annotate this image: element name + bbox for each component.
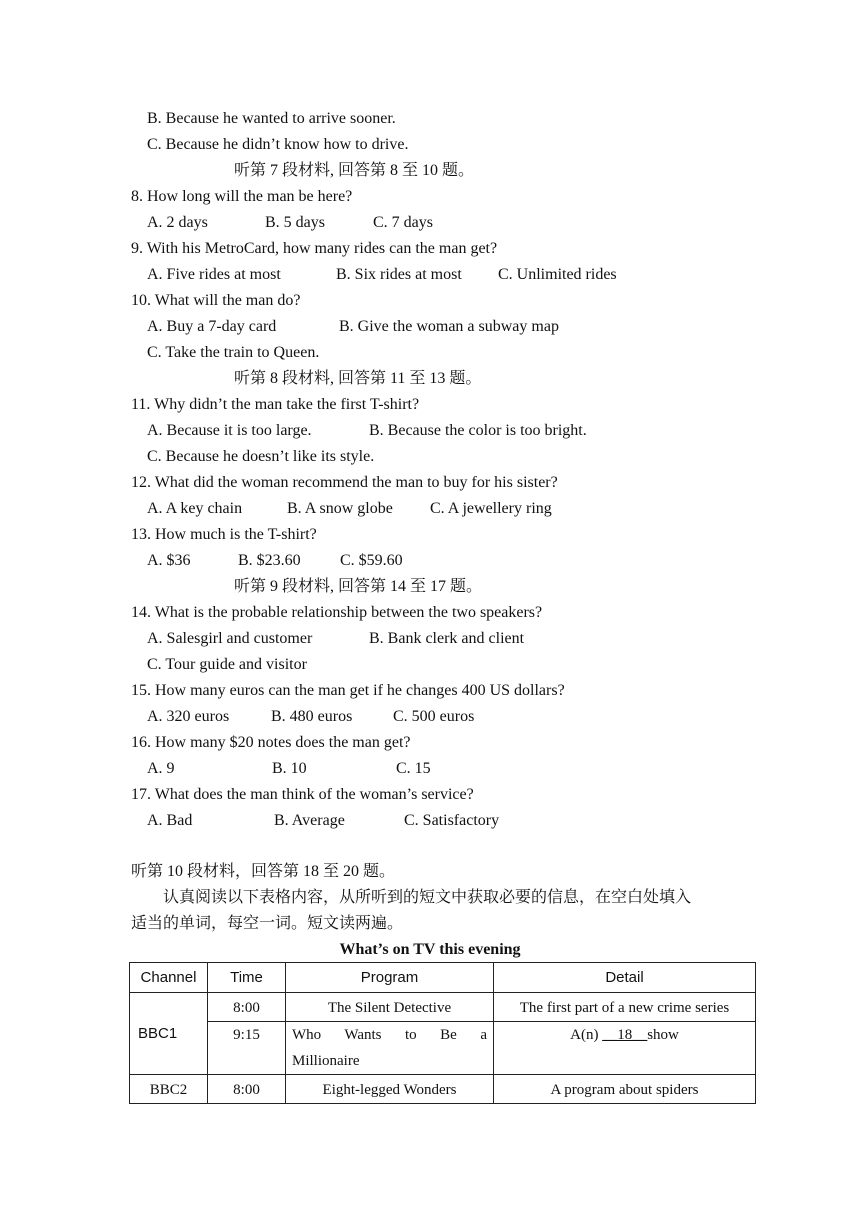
- question-8: 8. How long will the man be here?: [131, 188, 353, 205]
- header-detail: Detail: [494, 963, 756, 993]
- option-17b: B. Average: [274, 812, 345, 829]
- question-17: 17. What does the man think of the woman’s service?: [131, 786, 474, 803]
- option-15a: A. 320 euros: [147, 708, 230, 725]
- table-header-row: [130, 963, 756, 993]
- option-9b: B. Six rides at most: [336, 266, 462, 283]
- option-10b: B. Give the woman a subway map: [339, 318, 559, 335]
- detail-prefix: A(n): [570, 1027, 603, 1043]
- table-row: [130, 993, 756, 1022]
- channel-cell-bbc2: BBC2: [130, 1075, 208, 1104]
- option-9a: A. Five rides at most: [147, 266, 281, 283]
- program-line-2: Millionaire: [292, 1053, 360, 1069]
- question-13: 13. How much is the T-shirt?: [131, 526, 317, 543]
- time-cell: 8:00: [208, 993, 286, 1022]
- option-15b: B. 480 euros: [271, 708, 353, 725]
- table-title: What’s on TV this evening: [339, 941, 521, 958]
- detail-cell: [494, 1022, 756, 1075]
- section-heading-9: 听第 9 段材料, 回答第 14 至 17 题。: [234, 578, 483, 595]
- option-13a: A. $36: [147, 552, 191, 569]
- header-time: Time: [208, 963, 286, 993]
- option-10c: C. Take the train to Queen.: [147, 344, 320, 361]
- option-11a: A. Because it is too large.: [147, 422, 312, 439]
- question-9: 9. With his MetroCard, how many rides can the man get?: [131, 240, 498, 257]
- question-15: 15. How many euros can the man get if he changes 400 US dollars?: [131, 682, 565, 699]
- question-11: 11. Why didn’t the man take the first T-shirt?: [131, 396, 420, 413]
- question-10: 10. What will the man do?: [131, 292, 301, 309]
- section-heading-8: 听第 8 段材料, 回答第 11 至 13 题。: [234, 370, 482, 387]
- option-16a: A. 9: [147, 760, 175, 777]
- detail-cell: A program about spiders: [494, 1075, 756, 1104]
- time-cell: 9:15: [208, 1022, 286, 1075]
- instruction-line-1: 认真阅读以下表格内容，从所听到的短文中获取必要的信息，在空白处填入: [163, 889, 692, 906]
- detail-cell: The first part of a new crime series: [494, 993, 756, 1022]
- option-15c: C. 500 euros: [393, 708, 475, 725]
- option-8b: B. 5 days: [265, 214, 325, 231]
- option-10a: A. Buy a 7-day card: [147, 318, 277, 335]
- option-12c: C. A jewellery ring: [430, 500, 552, 517]
- section-heading-10: 听第 10 段材料，回答第 18 至 20 题。: [131, 863, 396, 880]
- option-17c: C. Satisfactory: [404, 812, 500, 829]
- option-9c: C. Unlimited rides: [498, 266, 617, 283]
- option-17a: A. Bad: [147, 812, 193, 829]
- time-cell: 8:00: [208, 1075, 286, 1104]
- header-channel: Channel: [130, 963, 208, 993]
- option-11c: C. Because he doesn’t like its style.: [147, 448, 375, 465]
- option-14a: A. Salesgirl and customer: [147, 630, 313, 647]
- question-12: 12. What did the woman recommend the man to buy for his sister?: [131, 474, 558, 491]
- option-13b: B. $23.60: [238, 552, 301, 569]
- option-7b: B. Because he wanted to arrive sooner.: [147, 110, 396, 127]
- program-cell: [286, 1022, 494, 1075]
- option-16c: C. 15: [396, 760, 431, 777]
- program-line-1: Who Wants to Be a: [292, 1027, 487, 1043]
- program-cell: The Silent Detective: [286, 993, 494, 1022]
- program-cell: Eight-legged Wonders: [286, 1075, 494, 1104]
- channel-cell-bbc1: BBC1: [130, 993, 208, 1075]
- section-heading-7: 听第 7 段材料, 回答第 8 至 10 题。: [234, 162, 475, 179]
- option-8c: C. 7 days: [373, 214, 433, 231]
- table-row: [130, 1022, 756, 1075]
- option-12b: B. A snow globe: [287, 500, 393, 517]
- option-14c: C. Tour guide and visitor: [147, 656, 307, 673]
- option-8a: A. 2 days: [147, 214, 208, 231]
- answer-blank-18[interactable]: __18__: [602, 1027, 648, 1043]
- option-13c: C. $59.60: [340, 552, 403, 569]
- tv-schedule-table: [129, 962, 756, 1104]
- option-7c: C. Because he didn’t know how to drive.: [147, 136, 409, 153]
- question-14: 14. What is the probable relationship between the two speakers?: [131, 604, 543, 621]
- instruction-line-2: 适当的单词，每空一词。短文读两遍。: [131, 915, 404, 932]
- table-row: [130, 1075, 756, 1104]
- option-16b: B. 10: [272, 760, 307, 777]
- header-program: Program: [286, 963, 494, 993]
- detail-suffix: show: [647, 1027, 679, 1043]
- option-12a: A. A key chain: [147, 500, 243, 517]
- option-14b: B. Bank clerk and client: [369, 630, 525, 647]
- option-11b: B. Because the color is too bright.: [369, 422, 587, 439]
- question-16: 16. How many $20 notes does the man get?: [131, 734, 411, 751]
